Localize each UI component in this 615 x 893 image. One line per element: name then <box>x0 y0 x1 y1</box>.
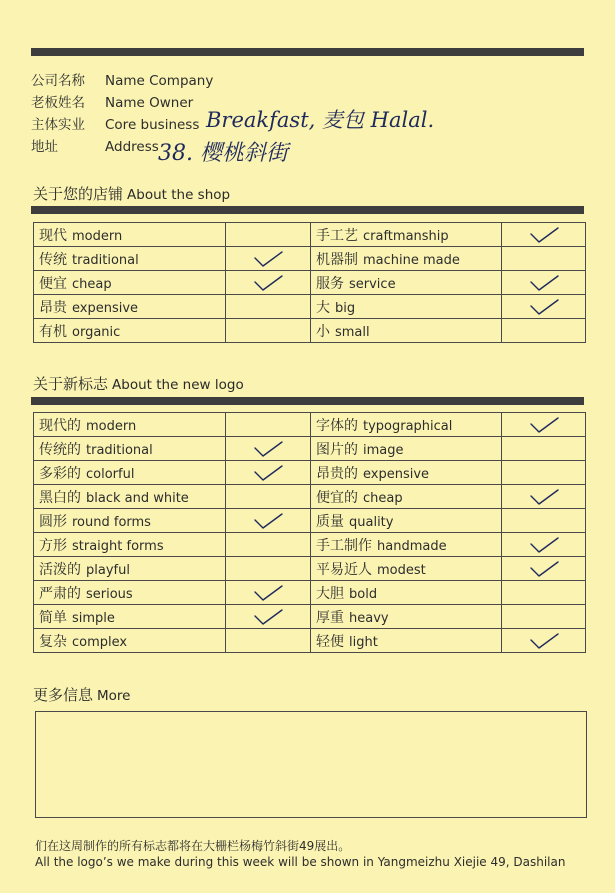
checkbox-cell[interactable] <box>226 533 311 557</box>
item-label-zh: 手工制作 <box>316 537 372 554</box>
field-label-en: Name Owner <box>105 95 194 111</box>
item-label-cell <box>311 557 502 581</box>
logo-section-title <box>33 373 244 394</box>
checklist-row <box>34 533 586 557</box>
item-label-en: organic <box>72 324 121 340</box>
item-label-zh: 图片的 <box>316 441 358 458</box>
checkbox-cell[interactable] <box>226 319 311 343</box>
checkbox-cell[interactable] <box>226 485 311 509</box>
checkmark-icon <box>527 273 561 293</box>
checkbox-cell[interactable] <box>502 509 586 533</box>
item-label-cell <box>311 485 502 509</box>
item-label-cell <box>311 271 502 295</box>
item-label-cell <box>311 247 502 271</box>
more-title-en: More <box>97 688 131 704</box>
checklist-row <box>34 557 586 581</box>
logo-divider-bar <box>31 397 584 405</box>
item-label-zh: 便宜的 <box>316 489 358 506</box>
item-label-en: small <box>335 324 370 340</box>
item-label-cell <box>34 413 226 437</box>
item-label-zh: 大胆 <box>316 585 344 602</box>
item-label-en: expensive <box>72 300 139 316</box>
checkbox-cell[interactable] <box>226 629 311 653</box>
item-label-cell <box>34 629 226 653</box>
logo-title-zh: 关于新标志 <box>33 375 109 393</box>
checkmark-icon <box>251 583 285 603</box>
item-label-en: cheap <box>72 276 112 292</box>
handwritten-address: 38. 樱桃斜街 <box>158 141 288 166</box>
handwritten-core-business: Breakfast, 麦包 Halal. <box>206 108 435 132</box>
checkbox-cell[interactable] <box>502 485 586 509</box>
checkbox-cell[interactable] <box>502 581 586 605</box>
item-label-en: straight forms <box>72 538 164 554</box>
checkmark-icon <box>527 559 561 579</box>
item-label-cell <box>34 485 226 509</box>
item-label-zh: 方形 <box>39 537 67 554</box>
checkbox-cell[interactable] <box>502 295 586 319</box>
item-label-en: cheap <box>363 490 403 506</box>
item-label-cell <box>311 437 502 461</box>
field-address <box>31 135 159 155</box>
item-label-zh: 轻便 <box>316 633 344 650</box>
checkbox-cell[interactable] <box>502 557 586 581</box>
item-label-cell <box>34 223 226 247</box>
checklist-row <box>34 413 586 437</box>
checklist-row <box>34 461 586 485</box>
checkmark-icon <box>527 535 561 555</box>
item-label-cell <box>34 581 226 605</box>
item-label-zh: 质量 <box>316 513 344 530</box>
field-owner-name <box>31 91 193 111</box>
item-label-zh: 现代的 <box>39 417 81 434</box>
checkbox-cell[interactable] <box>502 437 586 461</box>
checklist-row <box>34 223 586 247</box>
item-label-zh: 传统的 <box>39 441 81 458</box>
item-label-zh: 大 <box>316 299 330 316</box>
item-label-zh: 昂贵 <box>39 299 67 316</box>
checkbox-cell[interactable] <box>502 223 586 247</box>
checkmark-icon <box>527 415 561 435</box>
item-label-cell <box>311 223 502 247</box>
checklist-row <box>34 581 586 605</box>
checkbox-cell[interactable] <box>502 461 586 485</box>
shop-title-zh: 关于您的店铺 <box>33 185 124 203</box>
checklist-row <box>34 295 586 319</box>
item-label-zh: 平易近人 <box>316 561 372 578</box>
field-label-en: Name Company <box>105 73 214 89</box>
shop-section-title <box>33 183 230 204</box>
item-label-cell <box>311 581 502 605</box>
item-label-en: heavy <box>349 610 389 626</box>
checkmark-icon <box>527 487 561 507</box>
item-label-en: colorful <box>86 466 135 482</box>
checkbox-cell[interactable] <box>502 629 586 653</box>
shop-title-en: About the shop <box>127 187 231 203</box>
checkbox-cell[interactable] <box>226 581 311 605</box>
footer-note-zh: 们在这周制作的所有标志都将在大栅栏杨梅竹斜街49展出。 <box>35 839 351 853</box>
item-label-en: round forms <box>72 514 151 530</box>
checklist-row <box>34 271 586 295</box>
field-label-zh: 主体实业 <box>31 117 85 133</box>
checkbox-cell[interactable] <box>226 413 311 437</box>
item-label-cell <box>311 533 502 557</box>
item-label-cell <box>34 247 226 271</box>
item-label-zh: 现代 <box>39 227 67 244</box>
item-label-en: quality <box>349 514 394 530</box>
item-label-en: black and white <box>86 490 189 506</box>
item-label-en: modern <box>72 228 123 244</box>
shop-divider-bar <box>31 206 584 214</box>
item-label-cell <box>311 605 502 629</box>
item-label-en: simple <box>72 610 115 626</box>
item-label-zh: 活泼的 <box>39 561 81 578</box>
item-label-cell <box>311 461 502 485</box>
checkmark-icon <box>251 607 285 627</box>
checklist-row <box>34 605 586 629</box>
checklist-row <box>34 509 586 533</box>
checkmark-icon <box>251 439 285 459</box>
checkmark-icon <box>527 225 561 245</box>
item-label-en: traditional <box>86 442 153 458</box>
item-label-en: expensive <box>363 466 430 482</box>
checkmark-icon <box>251 463 285 483</box>
item-label-zh: 便宜 <box>39 275 67 292</box>
checkbox-cell[interactable] <box>502 533 586 557</box>
checkmark-icon <box>527 297 561 317</box>
item-label-zh: 多彩的 <box>39 465 81 482</box>
footer-note-en: All the logo’s we make during this week will be shown in Yangmeizhu Xiejie 49, Dashilan <box>35 855 566 869</box>
item-label-cell <box>311 413 502 437</box>
field-label-zh: 老板姓名 <box>31 95 85 111</box>
item-label-cell <box>34 295 226 319</box>
item-label-en: handmade <box>377 538 447 554</box>
field-label-en: Address <box>105 139 159 155</box>
item-label-en: serious <box>86 586 133 602</box>
checkbox-cell[interactable] <box>226 271 311 295</box>
field-core-business <box>31 113 199 133</box>
item-label-cell <box>34 557 226 581</box>
item-label-zh: 传统 <box>39 251 67 268</box>
item-label-zh: 简单 <box>39 609 67 626</box>
item-label-en: big <box>335 300 356 316</box>
checkbox-cell[interactable] <box>502 413 586 437</box>
checkbox-cell[interactable] <box>502 605 586 629</box>
field-label-en: Core business <box>105 117 200 133</box>
item-label-en: light <box>349 634 378 650</box>
item-label-zh: 黑白的 <box>39 489 81 506</box>
item-label-zh: 字体的 <box>316 417 358 434</box>
checkbox-cell[interactable] <box>502 271 586 295</box>
item-label-cell <box>311 629 502 653</box>
checkbox-cell[interactable] <box>226 295 311 319</box>
item-label-zh: 有机 <box>39 323 67 340</box>
shop-checklist-table <box>33 222 586 343</box>
item-label-zh: 手工艺 <box>316 227 358 244</box>
checkbox-cell[interactable] <box>226 223 311 247</box>
item-label-en: craftmanship <box>363 228 449 244</box>
item-label-en: traditional <box>72 252 139 268</box>
item-label-cell <box>311 509 502 533</box>
more-section-title <box>33 684 130 705</box>
item-label-zh: 服务 <box>316 275 344 292</box>
header-divider-bar <box>31 48 584 56</box>
item-label-zh: 厚重 <box>316 609 344 626</box>
checkmark-icon <box>527 631 561 651</box>
checkbox-cell[interactable] <box>226 605 311 629</box>
item-label-cell <box>34 509 226 533</box>
checkmark-icon <box>251 273 285 293</box>
item-label-cell <box>34 319 226 343</box>
checkbox-cell[interactable] <box>226 437 311 461</box>
logo-title-en: About the new logo <box>112 377 244 393</box>
item-label-zh: 机器制 <box>316 251 358 268</box>
item-label-en: service <box>349 276 396 292</box>
checkbox-cell[interactable] <box>226 557 311 581</box>
item-label-cell <box>34 437 226 461</box>
checkmark-icon <box>251 249 285 269</box>
item-label-en: bold <box>349 586 378 602</box>
item-label-cell <box>34 271 226 295</box>
item-label-cell <box>311 319 502 343</box>
item-label-en: image <box>363 442 404 458</box>
item-label-zh: 复杂 <box>39 633 67 650</box>
checkbox-cell[interactable] <box>502 319 586 343</box>
field-label-zh: 公司名称 <box>31 73 85 89</box>
checkbox-cell[interactable] <box>502 247 586 271</box>
checklist-row <box>34 485 586 509</box>
item-label-en: typographical <box>363 418 453 434</box>
item-label-en: modern <box>86 418 137 434</box>
field-company-name <box>31 69 213 89</box>
item-label-zh: 圆形 <box>39 513 67 530</box>
item-label-zh: 严肃的 <box>39 585 81 602</box>
item-label-zh: 昂贵的 <box>316 465 358 482</box>
item-label-cell <box>34 605 226 629</box>
field-label-zh: 地址 <box>31 139 58 155</box>
item-label-en: modest <box>377 562 426 578</box>
item-label-cell <box>311 295 502 319</box>
checkbox-cell[interactable] <box>226 461 311 485</box>
checklist-row <box>34 247 586 271</box>
item-label-en: playful <box>86 562 130 578</box>
more-info-box[interactable] <box>35 711 587 818</box>
item-label-en: machine made <box>363 252 460 268</box>
more-title-zh: 更多信息 <box>33 686 94 704</box>
checklist-row <box>34 437 586 461</box>
item-label-zh: 小 <box>316 323 330 340</box>
checkmark-icon <box>251 511 285 531</box>
checkbox-cell[interactable] <box>226 509 311 533</box>
checklist-row <box>34 629 586 653</box>
checklist-row <box>34 319 586 343</box>
item-label-cell <box>34 461 226 485</box>
item-label-en: complex <box>72 634 128 650</box>
checkbox-cell[interactable] <box>226 247 311 271</box>
item-label-cell <box>34 533 226 557</box>
logo-checklist-table <box>33 412 586 653</box>
